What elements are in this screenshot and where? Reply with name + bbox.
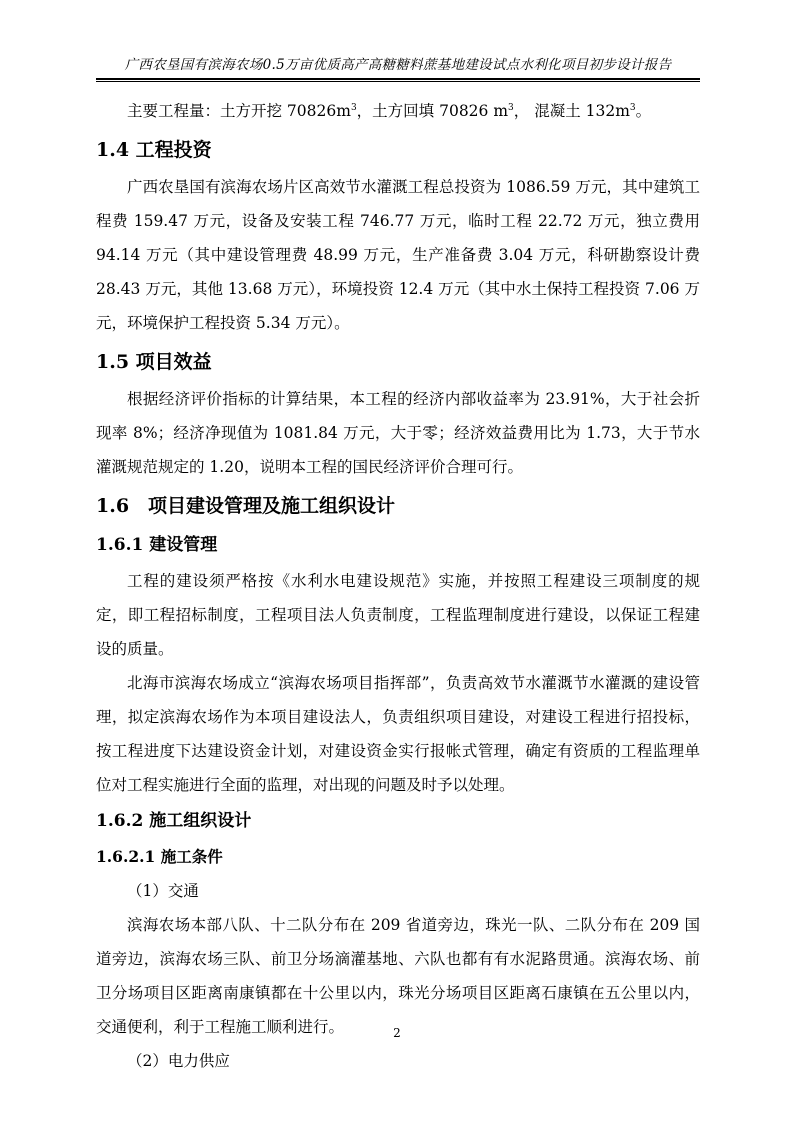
section-heading-1-5: 1.5 项目效益 <box>96 351 212 373</box>
page-body <box>96 94 700 1078</box>
subsection-heading-1-6-2: 1.6.2 施工组织设计 <box>96 811 252 831</box>
item-traffic: （1）交通 <box>127 882 199 900</box>
header-rule-thin <box>96 81 700 82</box>
investment-paragraph: 广西农垦国有滨海农场片区高效节水灌溉工程总投资为 1086.59 万元，其中建筑工程费 159.47 万元，设备及安装工程 746.77 万元，临时工程 22.72 万元，独立费用 94.14 万元（其中建设管理费 48.99 万元，生产准备费 3.04 万元，科研勘察设计费 28.43 万元，其他 13.68 万元），环境投资 12.4 万元（其中水土保持工程投资 7.06 万元，环境保护工程投资 5.34 万元）。 <box>96 178 700 332</box>
traffic-paragraph: 滨海农场本部八队、十二队分布在 209 省道旁边，珠光一队、二队分布在 209 国道旁边，滨海农场三队、前卫分场滴灌基地、六队也都有有水泥路贯通。滨海农场、前卫分场项目区距离南康镇都在十公里以内，珠光分场项目区距离石康镇在五公里以内，交通便利，利于工程施工顺利进行。 <box>96 916 700 1036</box>
page-number: 2 <box>393 1026 401 1040</box>
header-rule <box>96 78 700 80</box>
quantities-line: 主要工程量：土方开挖 $70826m^3$，土方回填 70826 $m^3$， 混凝土 $132m^3$。 <box>127 102 652 120</box>
running-header: 广西农垦国有滨海农场0.5万亩优质高产高糖糖料蔗基地建设试点水利化项目初步设计报告 <box>124 57 672 73</box>
benefit-paragraph: 根据经济评价指标的计算结果，本工程的经济内部收益率为 23.91%，大于社会折现率 8%；经济净现值为 1081.84 万元，大于零；经济效益费用比为 1.73，大于节水灌溉规范规定的 1.20，说明本工程的国民经济评价合理可行。 <box>96 390 700 476</box>
section-heading-1-4: 1.4 工程投资 <box>96 139 212 161</box>
management-paragraph-1: 工程的建设须严格按《水利水电建设规范》实施，并按照工程建设三项制度的规定，即工程招标制度，工程项目法人负责制度，工程监理制度进行建设，以保证工程建设的质量。 <box>96 572 700 658</box>
subsection-heading-1-6-1: 1.6.1 建设管理 <box>96 535 218 555</box>
management-paragraph-2: 北海市滨海农场成立“滨海农场项目指挥部”，负责高效节水灌溉节水灌溉的建设管理，拟定滨海农场作为本项目建设法人，负责组织项目建设，对建设工程进行招投标，按工程进度下达建设资金计划，对建设资金实行报帐式管理，确定有资质的工程监理单位对工程实施进行全面的监理，对出现的问题及时予以处理。 <box>96 674 700 794</box>
section-heading-1-6: 1.6 项目建设管理及施工组织设计 <box>96 495 396 517</box>
subsection-heading-1-6-2-1: 1.6.2.1 施工条件 <box>96 847 223 866</box>
item-power-supply: （2）电力供应 <box>127 1052 230 1070</box>
